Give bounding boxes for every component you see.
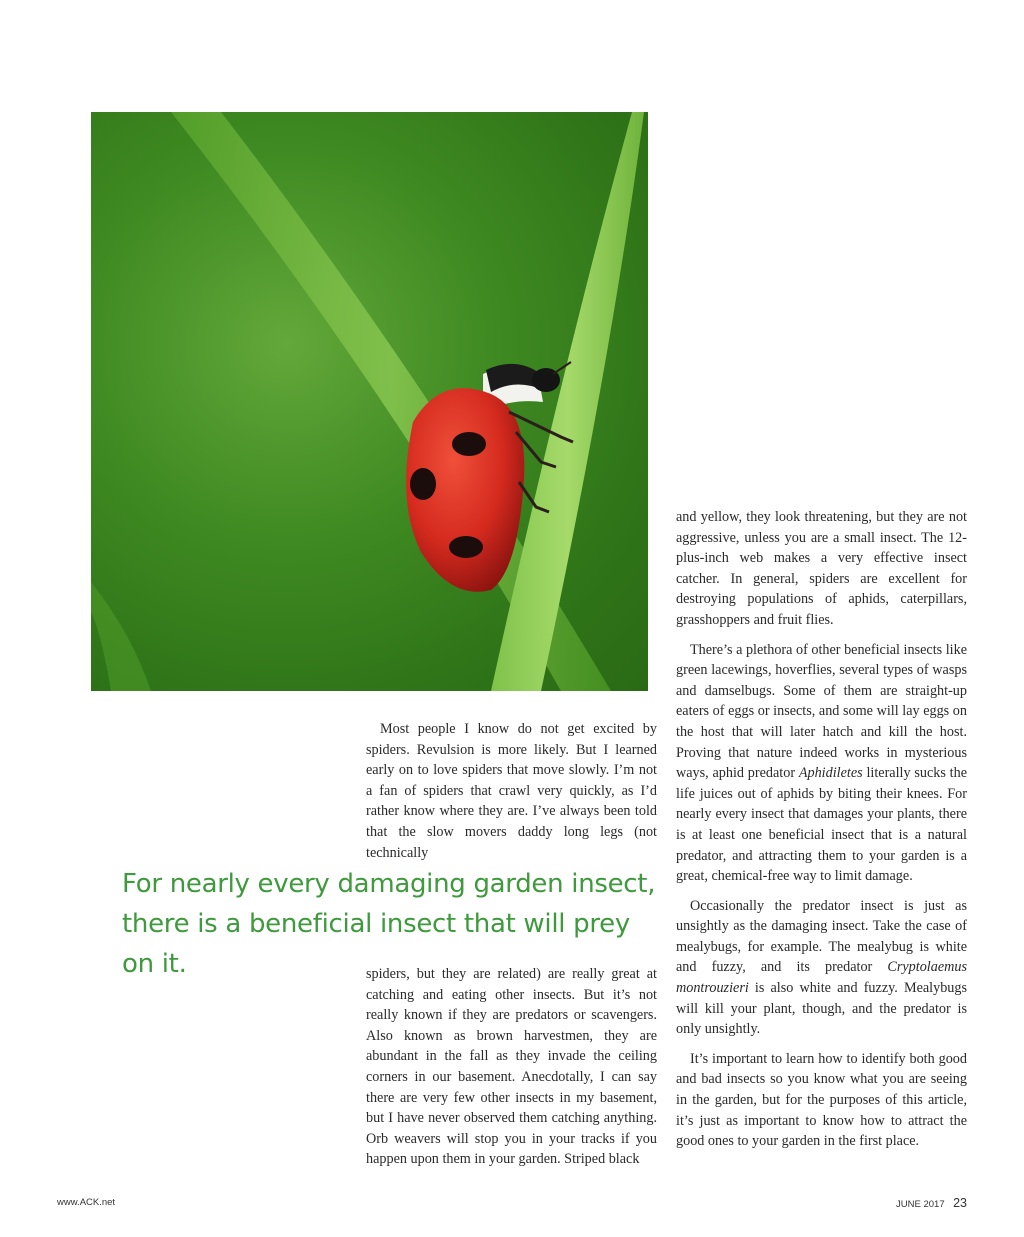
text-run: is also white and fuzzy. Mealybugs will kill your plant, though, and the predator is only unsightly. (676, 980, 967, 1038)
footer-website: www.ACK.net (57, 1197, 116, 1208)
article-paragraph (676, 896, 967, 1040)
ladybug-photo (91, 112, 648, 691)
page-number: 23 (953, 1196, 967, 1210)
footer-page-info (896, 1194, 967, 1212)
footer-date: JUNE 2017 (896, 1199, 945, 1210)
ladybug-on-grass-illustration (91, 112, 648, 691)
species-name: Cryptolaemus montrouzieri (676, 959, 967, 997)
article-paragraph: Most people I know do not get excited by spiders. Revulsion is more likely. But I learned early on to love spiders that move slowly. I’m not a fan of spiders that crawl very quickly, as I’d rather know where they are. I’ve always been told that the slow movers daddy long legs (not technically (366, 721, 657, 861)
article-column-right (676, 507, 967, 1152)
text-run: There’s a plethora of other beneficial insects like green lacewings, hoverflies, several types of wasps and damselbugs. Some of them are straight-up eaters of eggs or insects, and some will lay eggs on the host that will later hatch and kill the host. Proving that nature indeed works in mysterious ways, aphid predator (676, 641, 967, 782)
pull-quote: For nearly every damaging garden insect, there is a beneficial insect that will prey on it. (122, 869, 656, 979)
article-column-middle-top (366, 719, 657, 863)
article-paragraph (676, 640, 967, 887)
text-run: literally sucks the life juices out of aphids by biting their knees. For nearly every insect that damages your plants, there is at least one beneficial insect that is a natural predator, and attracting them to your garden is a great, chemical-free way to limit damage. (676, 765, 967, 885)
text-run: Occasionally the predator insect is just as unsightly as the damaging insect. Take the case of mealybugs, for example. The mealybug is white and fuzzy, and its predator (676, 897, 967, 976)
article-paragraph: spiders, but they are related) are really great at catching and eating other insects. But it’s not really known if they are predators or scavengers. Also known as brown harvestmen, they are abundant in the fall as they invade the ceiling corners in our basement. Anecdotally, I can say there are very few other insects in my basement, but I have never observed them catching anything. Orb weavers will stop you in your tracks if you happen upon them in your garden. Striped black (366, 966, 657, 1168)
species-name: Aphidiletes (798, 765, 863, 782)
article-paragraph: and yellow, they look threatening, but they are not aggressive, unless you are a small insect. The 12-plus-inch web makes a very effective insect catcher. In general, spiders are excellent for destroying populations of aphids, caterpillars, grasshoppers and fruit flies. (676, 509, 967, 628)
article-paragraph: It’s important to learn how to identify both good and bad insects so you know what you are seeing in the garden, but for the purposes of this article, it’s just as important to know how to attract the good ones to your garden in the first place. (676, 1050, 967, 1150)
article-column-middle-bottom (366, 964, 657, 1170)
